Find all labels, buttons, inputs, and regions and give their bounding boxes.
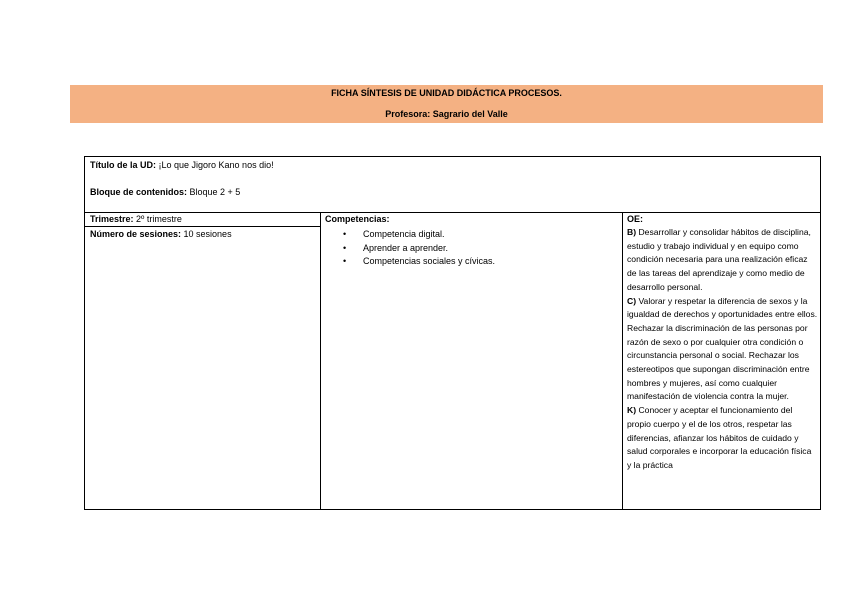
objective-b	[627, 226, 818, 295]
objective-c-text: Valorar y respetar la diferencia de sexos y la igualdad de derechos y oportunidades entre ellos. Rechazar la discriminación de las personas por razón de sexo o por cualquier otra condición o circunstancia personal o social. Rechazar los estereotipos que supongan discriminación entre hombres y mujeres, así como cualquier manifestación de violencia contra la mujer.	[627, 295, 818, 402]
objective-k	[627, 404, 818, 473]
column-divider-2	[622, 213, 623, 509]
oe-cell	[627, 213, 818, 509]
header-band	[70, 85, 823, 123]
objective-b-letter: B)	[627, 227, 637, 237]
teacher-name: Profesora: Sagrario del Valle	[385, 109, 508, 119]
row-divider-left	[85, 226, 320, 227]
sessions	[90, 228, 232, 241]
objective-b-text: Desarrollar y consolidar hábitos de disciplina, estudio y trabajo individual y en equipo como condición necesaria para una realización eficaz de las tareas del aprendizaje y como medio de desarrollo personal.	[627, 227, 811, 292]
oe-list	[627, 226, 818, 473]
oe-label: OE:	[627, 214, 644, 224]
unit-info-row	[85, 157, 820, 213]
competencias-list	[325, 228, 615, 269]
content-block-value: Bloque 2 + 5	[187, 187, 241, 197]
unit-title-label: Título de la UD:	[90, 160, 156, 170]
objective-k-text: Conocer y aceptar el funcionamiento del propio cuerpo y el de los otros, respetar las diferencias, afianzar los hábitos de cuidado y salud corporales e incorporar la educación física y la práctica	[627, 405, 812, 470]
content-block-label: Bloque de contenidos:	[90, 187, 188, 197]
column-divider-1	[320, 213, 321, 509]
document-title: FICHA SÍNTESIS DE UNIDAD DIDÁCTICA PROCESOS.	[331, 88, 562, 98]
trimester-value: 2º trimestre	[133, 214, 182, 224]
list-item: • Competencia digital.	[325, 228, 615, 242]
objective-c-letter: C)	[627, 295, 637, 306]
competencias-cell	[325, 213, 615, 269]
sessions-value: 10 sesiones	[181, 229, 232, 239]
competencias-label: Competencias:	[325, 214, 390, 224]
trimester	[90, 213, 182, 226]
summary-table	[84, 156, 821, 510]
sessions-label: Número de sesiones:	[90, 229, 182, 239]
objective-k-letter: K)	[627, 405, 637, 416]
unit-title	[90, 159, 274, 172]
objective-c	[627, 295, 818, 405]
list-item: • Competencias sociales y cívicas.	[325, 255, 615, 269]
list-item: • Aprender a aprender.	[325, 242, 615, 256]
trimester-label: Trimestre:	[90, 214, 134, 224]
content-block	[90, 186, 240, 199]
unit-title-value: ¡Lo que Jigoro Kano nos dio!	[156, 160, 274, 170]
